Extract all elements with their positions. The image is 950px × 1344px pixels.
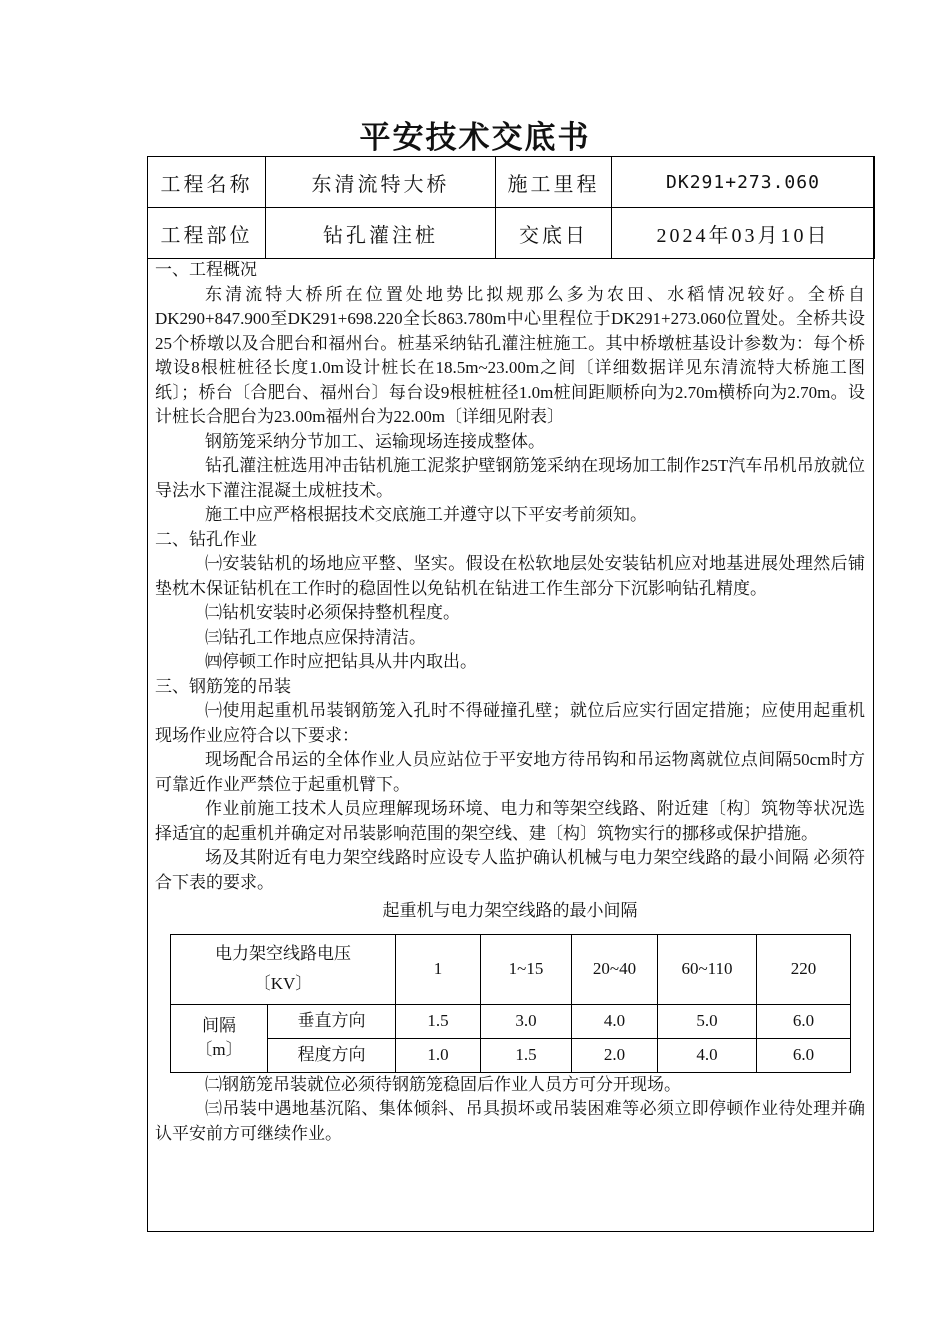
voltage-unit: 〔KV〕 — [253, 974, 313, 993]
mileage-value: DK291+273.060 — [612, 157, 875, 208]
part-label: 工程部位 — [148, 208, 266, 259]
vertical-cell: 3.0 — [481, 1004, 572, 1038]
document-body — [155, 258, 865, 1146]
header-table — [147, 156, 875, 259]
horizontal-cell: 4.0 — [658, 1038, 757, 1072]
vertical-label: 垂直方向 — [268, 1004, 396, 1038]
section-1-paragraph: 钢筋笼采纳分节加工、运输现场连接成整体。 — [205, 431, 545, 451]
section-1-paragraph: 东清流特大桥所在位置处地势比拟规那么多为农田、水稻情况较好。全桥自DK290+847.900至DK291+698.220全长863.780m中心里程位于DK291+273.060位置处。全桥共设25个桥墩以及合肥台和福州台。桩基采纳钻孔灌注桩施工。其中桥墩桩基设计参数为：每个桥墩设8根桩桩径长度1.0m设计桩长在18.5m~23.00m之间〔详细数据详见东清流特大桥施工图纸〕；桥台〔合肥台、福州台〕每台设9根桩桩径1.0m桩间距顺桥向为2.70m横桥向为2.70m。设计桩长合肥台为23.00m福州台为22.00m〔详细见附表〕 — [155, 284, 865, 426]
section-1-paragraph: 钻孔灌注桩选用冲击钻机施工泥浆护壁钢筋笼采纳在现场加工制作25T汽车吊机吊放就位导法水下灌注混凝土成桩技术。 — [155, 456, 865, 500]
table-caption: 起重机与电力架空线路的最小间隔 — [382, 901, 638, 920]
voltage-cell: 1 — [396, 934, 481, 1004]
section-2-paragraph: ㈠安装钻机的场地应平整、坚实。假设在松软地层处安装钻机应对地基进展处理然后铺垫枕木保证钻机在工作时的稳固性以免钻机在钻进工作生部分下沉影响钻孔精度。 — [155, 554, 865, 598]
gap-header-cell — [171, 1004, 268, 1072]
section-1-heading: 一、工程概况 — [155, 260, 257, 279]
table-row — [171, 934, 851, 1004]
project-name-label: 工程名称 — [148, 157, 266, 208]
section-3-heading: 三、钢筋笼的吊装 — [155, 676, 291, 696]
voltage-cell: 220 — [757, 934, 851, 1004]
section-2-paragraph: ㈢钻孔工作地点应保持清洁。 — [205, 627, 426, 647]
gap-unit: 〔m〕 — [195, 1040, 243, 1059]
horizontal-cell: 1.5 — [481, 1038, 572, 1072]
voltage-cell: 20~40 — [572, 934, 658, 1004]
voltage-cell: 60~110 — [658, 934, 757, 1004]
section-2-paragraph: ㈣停顿工作时应把钻具从井内取出。 — [205, 652, 477, 671]
vertical-cell: 6.0 — [757, 1004, 851, 1038]
voltage-cell: 1~15 — [481, 934, 572, 1004]
voltage-header-cell — [171, 934, 396, 1004]
section-2-heading: 二、钻孔作业 — [155, 529, 257, 549]
vertical-cell: 4.0 — [572, 1004, 658, 1038]
table-row — [171, 1038, 851, 1072]
horizontal-cell: 2.0 — [572, 1038, 658, 1072]
horizontal-cell: 1.0 — [396, 1038, 481, 1072]
date-label: 交底日 — [496, 208, 612, 259]
horizontal-label: 程度方向 — [268, 1038, 396, 1072]
header-row-2 — [148, 208, 875, 259]
vertical-cell: 5.0 — [658, 1004, 757, 1038]
section-3-paragraph: ㈠使用起重机吊装钢筋笼入孔时不得碰撞孔壁；就位后应实行固定措施；应使用起重机现场作业应符合以下要求： — [155, 701, 865, 745]
section-3-paragraph: 场及其附近有电力架空线路时应设专人监护确认机械与电力架空线路的最小间隔 必须符合下表的要求。 — [155, 848, 865, 892]
section-3-paragraph: 现场配合吊运的全体作业人员应站位于平安地方待吊钩和吊运物离就位点间隔50cm时方可靠近作业严禁位于起重机臂下。 — [155, 750, 865, 794]
voltage-label: 电力架空线路电压 — [215, 944, 351, 963]
section-2-paragraph: ㈡钻机安装时必须保持整机程度。 — [205, 603, 460, 622]
gap-label: 间隔 — [202, 1016, 236, 1035]
mileage-label: 施工里程 — [496, 157, 612, 208]
vertical-cell: 1.5 — [396, 1004, 481, 1038]
clearance-table — [170, 934, 851, 1073]
table-row — [171, 1004, 851, 1038]
document-title: 平安技术交底书 — [359, 120, 591, 155]
section-3-paragraph: 作业前施工技术人员应理解现场环境、电力和等架空线路、附近建〔构〕筑物等状况选择适宜的起重机并确定对吊装影响范围的架空线、建〔构〕筑物实行的挪移或保护措施。 — [155, 799, 865, 843]
project-name-value: 东清流特大桥 — [266, 157, 496, 208]
section-1-paragraph: 施工中应严格根据技术交底施工并遵守以下平安考前须知。 — [205, 505, 647, 524]
section-3-paragraph: ㈡钢筋笼吊装就位必须待钢筋笼稳固后作业人员方可分开现场。 — [205, 1074, 681, 1094]
header-row-1 — [148, 157, 875, 208]
date-value: 2024年03月10日 — [612, 208, 875, 259]
part-value: 钻孔灌注桩 — [266, 208, 496, 259]
section-3-paragraph: ㈢吊装中遇地基沉陷、集体倾斜、吊具损坏或吊装困难等必须立即停顿作业待处理并确认平安前方可继续作业。 — [155, 1099, 865, 1143]
horizontal-cell: 6.0 — [757, 1038, 851, 1072]
